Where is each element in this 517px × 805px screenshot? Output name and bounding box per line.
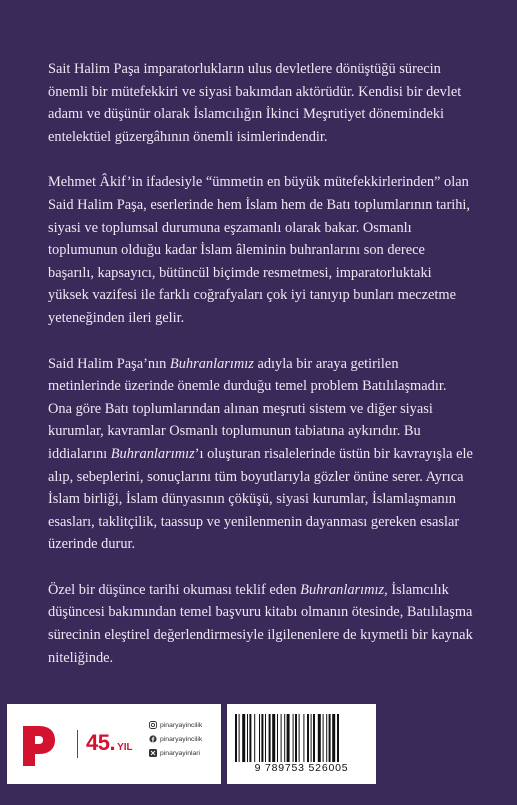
barcode-bar <box>239 714 240 762</box>
anniversary-suffix: YIL <box>117 742 133 753</box>
blurb-paragraph <box>48 353 473 556</box>
barcode-bar <box>287 714 290 762</box>
publisher-panel <box>7 704 221 784</box>
paragraph-text: Sait Halim Paşa imparatorlukların ulus devletlere dönüştüğü sürecin önemli bir mütefekkiri ve siyasi bakımdan aktörüdür. Kendisi bir devlet adamı ve düşünür olarak İslamcılığın İkinci Meşrutiyet dönemindeki entelektüel güzergâhının önemli isimlerindendir. <box>48 61 462 145</box>
social-handle: pinaryayinlari <box>160 749 201 757</box>
publisher-p-logo <box>19 722 59 770</box>
barcode-bar <box>247 714 248 762</box>
barcode-bar <box>303 714 304 762</box>
barcode-bar <box>249 714 251 762</box>
book-title-italic: Buhranlarımız <box>110 445 195 462</box>
barcode-bar <box>284 714 285 762</box>
instagram-icon <box>149 721 157 729</box>
paragraph-text: Özel bir düşünce tarihi okuması teklif eden <box>48 581 301 598</box>
social-handle: pinaryayincilik <box>160 735 203 743</box>
barcode-bar <box>259 714 260 762</box>
barcode-bar <box>295 714 297 762</box>
paragraph-text: adıyla bir araya getirilen metinlerinde üzerinde önemle durduğu temel problem Batılılaşmadır. Ona göre Batı toplumlarından alınan meşruti sistem ve diğer siyasi kurumlar, kavramlar Osmanlı toplumunun tabiatına aykırıdır. Bu iddialarını <box>48 355 447 462</box>
barcode-bar <box>337 714 339 762</box>
paragraph-text: İslamcılık düşüncesi bakımından temel başvuru kitabı olmanın ötesinde, Batılılaşma sürecinin eleştirel değerlendirmesiyle ilgilenenlere de kıymetli bir kaynak niteliğinde. <box>48 581 473 666</box>
social-handles <box>149 718 202 760</box>
barcode-bar <box>281 714 282 762</box>
blurb-paragraph <box>48 58 473 148</box>
barcode-bar <box>299 714 300 762</box>
barcode-bar <box>318 714 321 762</box>
paragraph-text: Mehmet Âkif’in ifadesiyle “ümmetin en büyük mütefekkirlerinden” olan Said Halim Paşa, eserlerinde hem İslam hem de Batı toplumlarının tarihi, siyasi ve toplumsal durumuna eşzamanlı olarak bakar. Osmanlı toplumunun olduğu kadar İslam âleminin buhranlarını son derece başarılı, kapsayıcı, bütüncül biçimde resmetmesi, imparatorluktaki yüksek vazifesi ile farklı coğrafyaları çok iyi tanıyıp bunları meczetme yeteneğinden ileri gelir. <box>48 174 471 326</box>
barcode-bar <box>313 714 315 762</box>
barcode <box>235 714 368 762</box>
barcode-bar <box>272 714 275 762</box>
barcode-bar <box>329 714 331 762</box>
paragraph-text: Said Halim Paşa’nın <box>48 355 170 372</box>
book-title-italic: Buhranlarımız, <box>300 581 388 598</box>
social-x[interactable] <box>149 746 202 760</box>
barcode-bar <box>332 714 335 762</box>
barcode-bar <box>265 714 266 762</box>
social-instagram[interactable] <box>149 718 202 732</box>
barcode-bar <box>326 714 327 762</box>
anniversary-number: 45. <box>86 730 116 755</box>
anniversary-mark <box>77 730 154 758</box>
barcode-bar <box>242 714 245 762</box>
barcode-panel <box>227 704 376 784</box>
barcode-bar <box>261 714 263 762</box>
barcode-bar <box>307 714 309 762</box>
blurb-paragraph <box>48 171 473 329</box>
blurb-paragraph <box>48 579 473 669</box>
barcode-bar <box>293 714 294 762</box>
paragraph-text: ’ı oluşturan risalelerinde üstün bir kavrayışla ele alıp, sebeplerini, sonuçlarını tüm boyutlarıyla gözler önüne serer. Ayrıca İslam birliği, İslam dünyasının çöküşü, siyasi kurumlar, İslamlaşmanın esasları, taklitçilik, taassup ve yenilenmenin dayanması gereken esaslar üzerinde durur. <box>48 445 473 553</box>
blurb-text <box>48 58 473 692</box>
barcode-bar <box>235 714 237 762</box>
barcode-bar <box>254 714 255 762</box>
facebook-icon <box>149 735 157 743</box>
social-facebook[interactable] <box>149 732 202 746</box>
barcode-bar <box>311 714 312 762</box>
barcode-bar <box>269 714 271 762</box>
book-title-italic: Buhranlarımız <box>169 355 254 372</box>
isbn-number: 9 789753 526005 <box>254 762 349 774</box>
barcode-bar <box>323 714 324 762</box>
barcode-bar <box>277 714 278 762</box>
x-twitter-icon <box>149 749 157 757</box>
social-handle: pinaryayincilik <box>160 721 203 729</box>
